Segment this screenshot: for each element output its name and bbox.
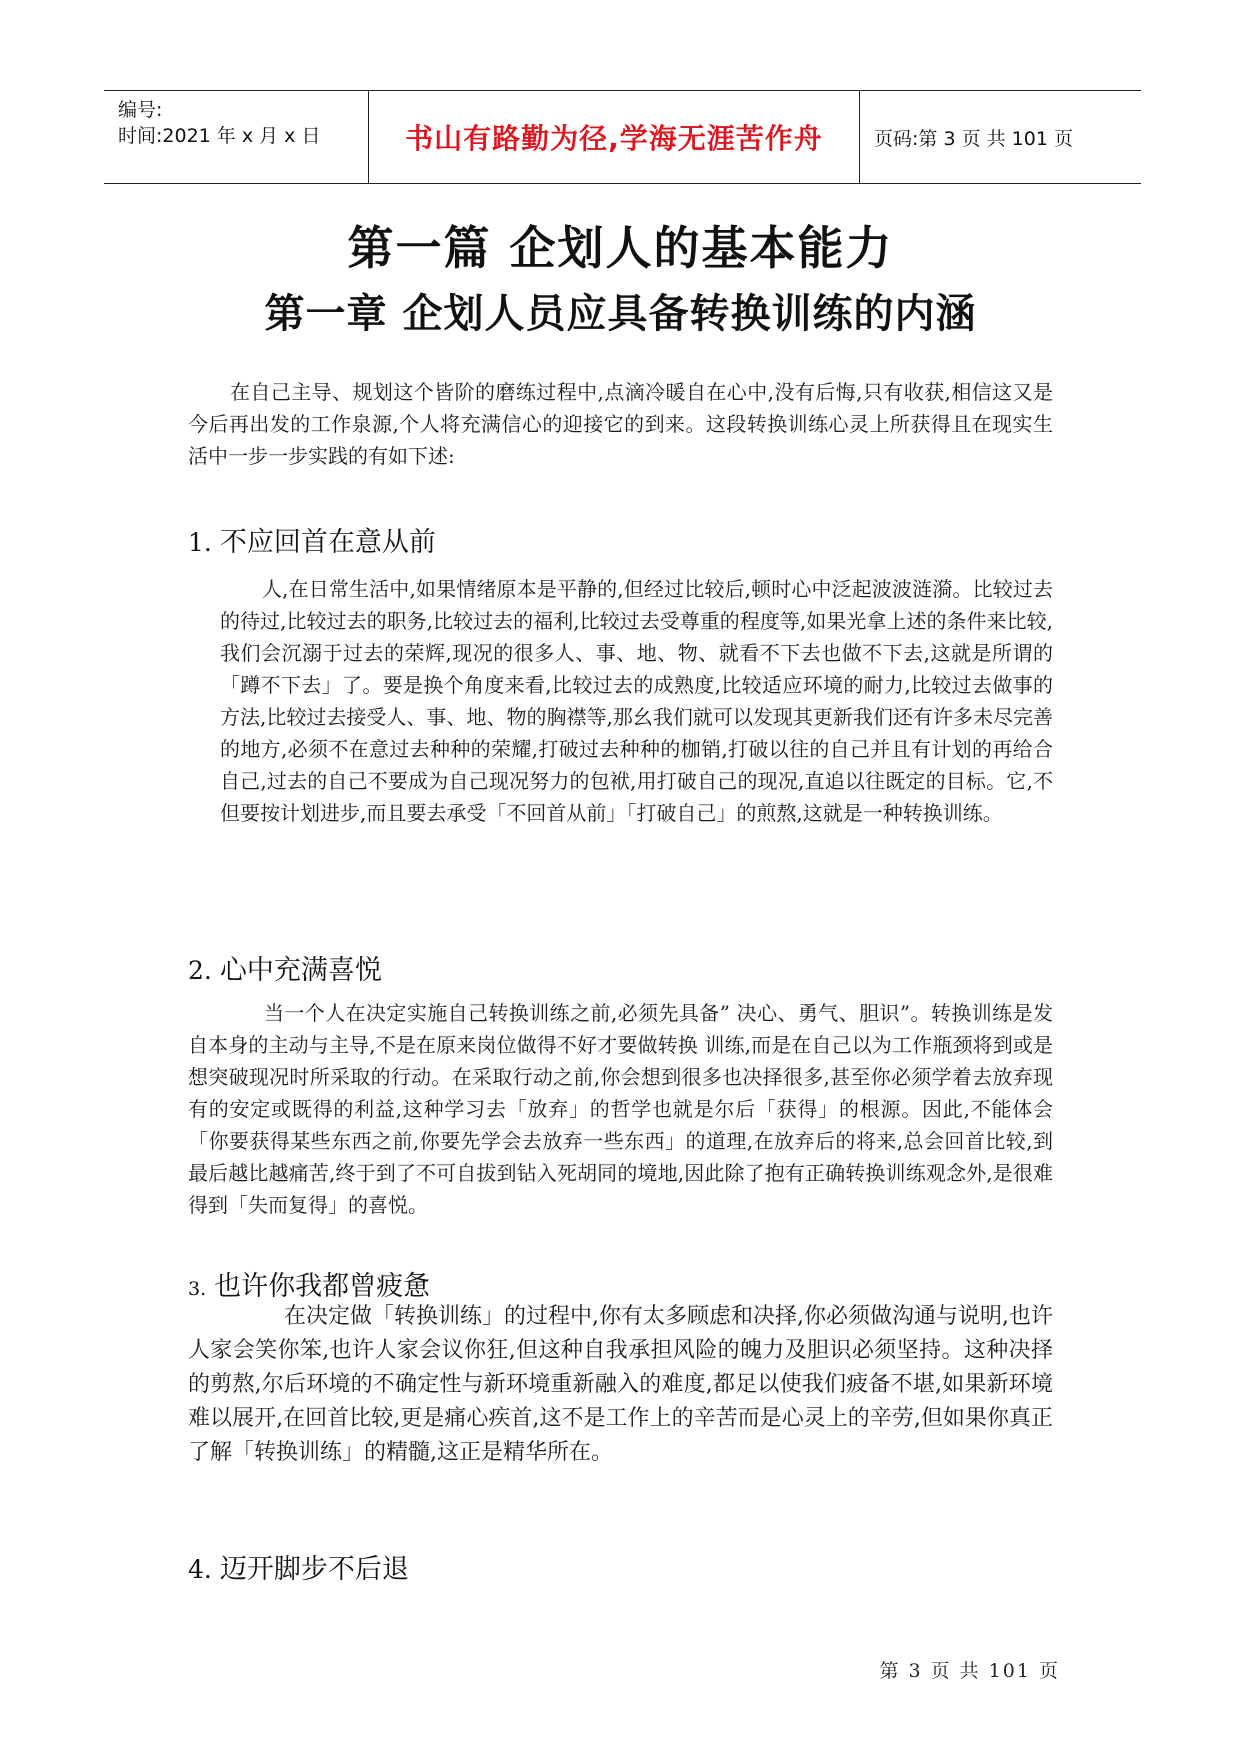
header-meta	[104, 91, 369, 183]
section-heading-1	[188, 520, 436, 559]
section-body-1: 人,在日常生活中,如果情绪原本是平静的,但经过比较后,顿时心中泛起波波涟漪。比较过去的待过,比较过去的职务,比较过去的福利,比较过去受尊重的程度等,如果光拿上述的条件来比较,我们会沉溺于过去的荣辉,现况的很多人、事、地、物、就看不下去也做不下去,这就是所谓的「蹲不下去」了。要是换个角度来看,比较过去的成熟度,比较适应环境的耐力,比较过去做事的方法,比较过去接受人、事、地、物的胸襟等,那幺我们就可以发现其更新我们还有许多未尽完善的地方,必须不在意过去种种的荣耀,打破过去种种的枷销,打破以往的自己并且有计划的再给合自己,过去的自己不要成为自己现况努力的包袱,用打破自己的现况,直追以往既定的目标。它,不但要按计划进步,而且要去承受「不回首从前」「打破自己」的煎熬,这就是一种转换训练。	[220, 577, 1053, 825]
section-number: 1.	[188, 528, 212, 557]
section-title: 迈开脚步不后退	[219, 1554, 409, 1585]
section-heading-3	[188, 1264, 430, 1303]
header-page-info: 页码:第 3 页 共 101 页	[874, 127, 1073, 150]
section-title: 心中充满喜悦	[219, 955, 382, 986]
section-number: 4.	[188, 1555, 212, 1584]
section-body-2: 当一个人在决定实施自己转换训练之前,必须先具备” 决心、勇气、胆识”。转换训练是发自本身的主动与主导,不是在原来岗位做得不好才要做转换 训练,而是在自己以为工作瓶颈将到或是想突破现况时所采取的行动。在采取行动之前,你会想到很多也决择很多,甚至你必须学着去放弃现有的安定或既得的利益,这种学习去「放弃」的哲学也就是尔后「获得」的根源。因此,不能体会「你要获得某些东西之前,你要先学会去放弃一些东西」的道理,在放弃后的将来,总会回首比较,到最后越比越痛苦,终于到了不可自拔到钻入死胡同的境地,因此除了抱有正确转换训练观念外,是很难得到「失而复得」的喜悦。	[188, 1001, 1053, 1217]
chapter-title: 第一章 企划人员应具备转换训练的内涵	[264, 291, 977, 337]
part-title: 第一篇 企划人的基本能力	[347, 221, 894, 275]
section-heading-2	[188, 948, 382, 987]
section-title: 也许你我都曾疲惫	[214, 1271, 431, 1302]
page-footer: 第 3 页 共 101 页	[879, 1660, 1060, 1682]
document-time-label: 时间:2021 年 x 月 x 日	[118, 125, 321, 147]
header-motto: 书山有路勤为径,学海无涯苦作舟	[369, 91, 860, 183]
section-number: 3.	[188, 1278, 207, 1300]
intro-paragraph: 在自己主导、规划这个皆阶的磨练过程中,点滴冷暖自在心中,没有后悔,只有收获,相信这又是今后再出发的工作泉源,个人将充满信心的迎接它的到来。这段转换训练心灵上所获得且在现实生活中一步一步实践的有如下述:	[188, 380, 1053, 468]
document-number-label: 编号:	[118, 99, 163, 121]
section-title: 不应回首在意从前	[219, 527, 436, 558]
section-body-3: 在决定做「转换训练」的过程中,你有太多顾虑和决择,你必须做沟通与说明,也许人家会笑你笨,也许人家会议你狂,但这种自我承担风险的魄力及胆识必须坚持。这种决择的剪熬,尔后环境的不确定性与新环境重新融入的难度,都足以使我们疲备不堪,如果新环境难以展开,在回首比较,更是痛心疾首,这不是工作上的辛苦而是心灵上的辛劳,但如果你真正了解「转换训练」的精髓,这正是精华所在。	[188, 1304, 1053, 1465]
section-number: 2.	[188, 956, 212, 985]
page-header	[104, 90, 1141, 184]
section-heading-4	[188, 1547, 409, 1586]
